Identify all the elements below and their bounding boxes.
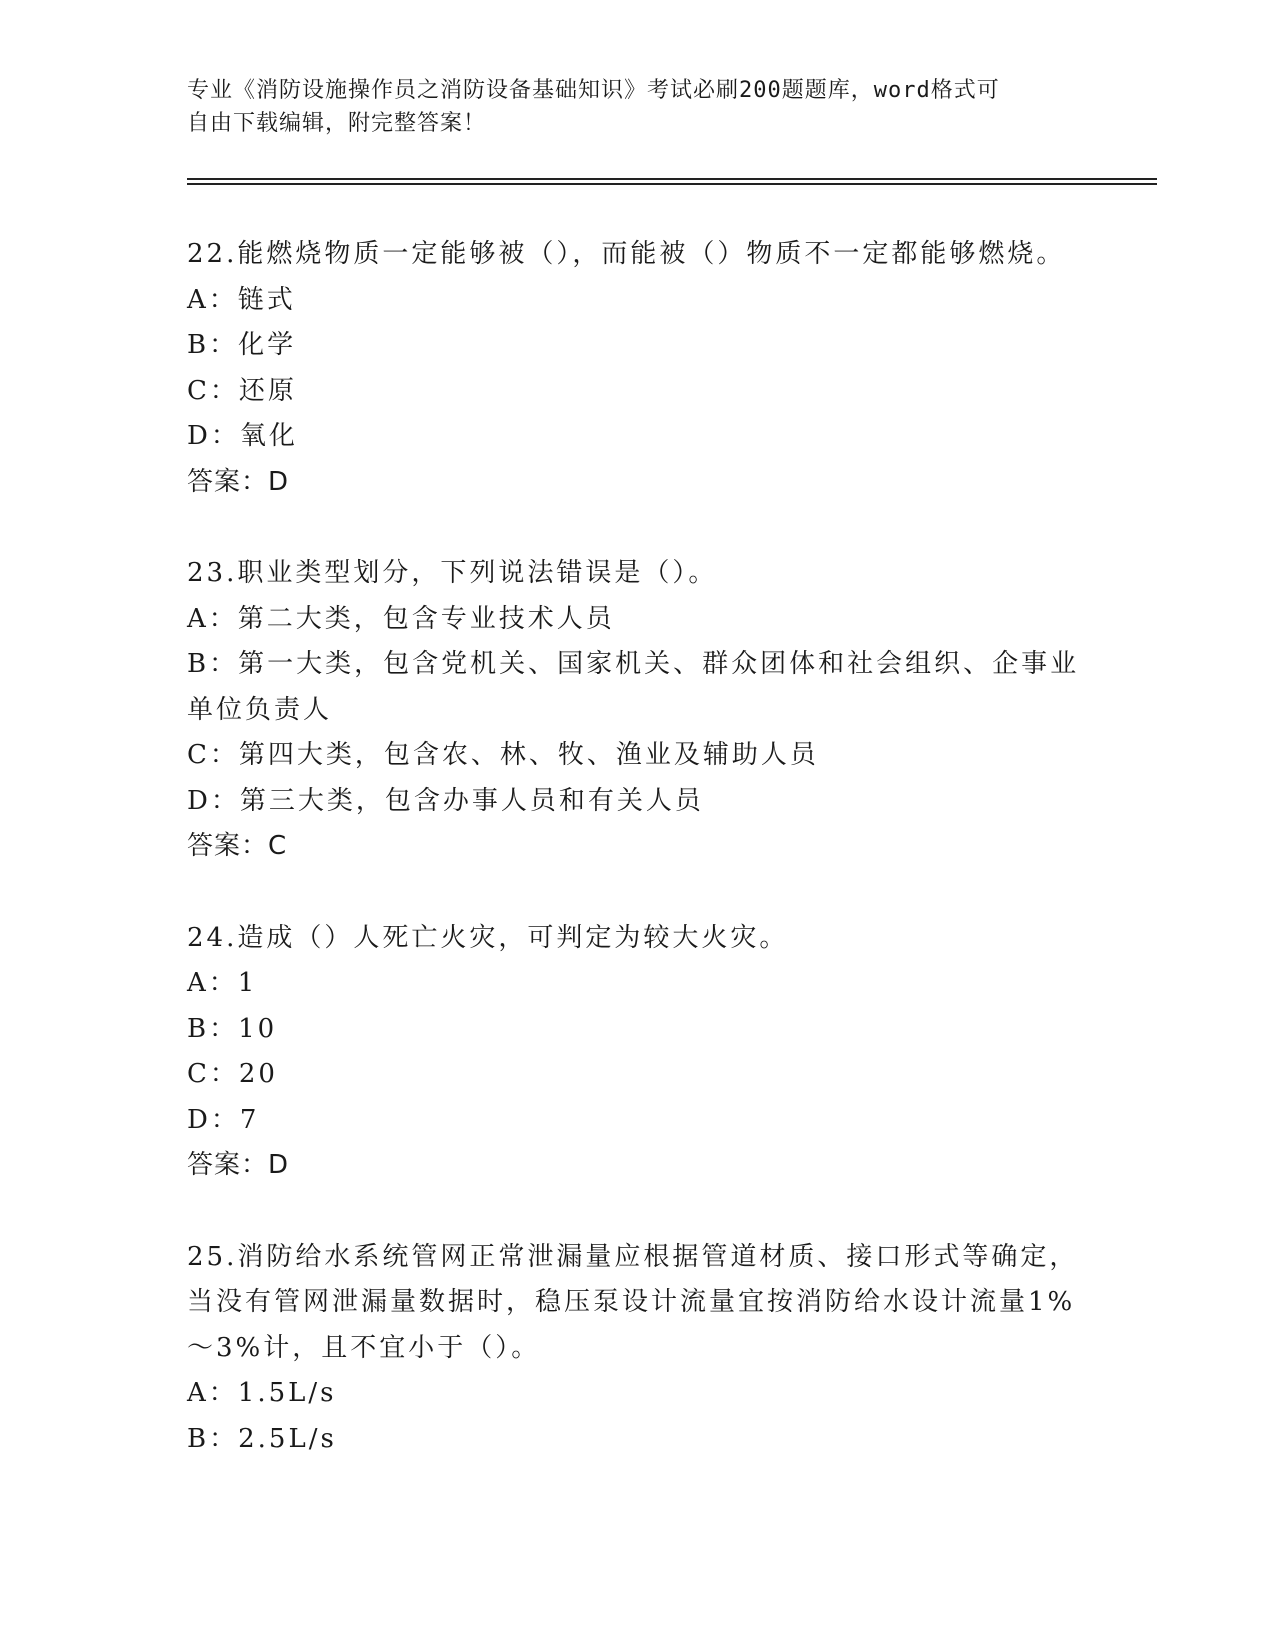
answer-option: B：第一大类，包含党机关、国家机关、群众团体和社会组织、企事业 bbox=[187, 649, 1080, 679]
question-stem: 当没有管网泄漏量数据时，稳压泵设计流量宜按消防给水设计流量1% bbox=[187, 1287, 1076, 1317]
question-block bbox=[187, 1235, 1087, 1463]
document-header bbox=[187, 74, 1067, 140]
question-stem: ～3%计，且不宜小于（）。 bbox=[187, 1332, 541, 1363]
answer-option: B：化学 bbox=[187, 330, 297, 360]
question-block bbox=[187, 916, 1087, 1189]
answer-key: 答案：C bbox=[187, 831, 288, 861]
answer-option: B：10 bbox=[187, 1013, 278, 1044]
question-stem: 25.消防给水系统管网正常泄漏量应根据管道材质、接口形式等确定， bbox=[187, 1241, 1079, 1272]
header-line-2: 自由下载编辑，附完整答案！ bbox=[187, 111, 487, 136]
header-divider-top bbox=[187, 178, 1157, 180]
question-stem: 23.职业类型划分，下列说法错误是（）。 bbox=[187, 558, 718, 588]
answer-option: C：第四大类，包含农、林、牧、渔业及辅助人员 bbox=[187, 740, 819, 770]
question-stem: 24.造成（）人死亡火灾，可判定为较大火灾。 bbox=[187, 922, 789, 953]
answer-key: 答案：D bbox=[187, 466, 290, 497]
answer-option: D：第三大类，包含办事人员和有关人员 bbox=[187, 785, 704, 816]
answer-option: A：1.5L/s bbox=[187, 1378, 337, 1408]
question-stem: 22.能燃烧物质一定能够被（），而能被（）物质不一定都能够燃烧。 bbox=[187, 239, 1066, 269]
header-line-1: 专业《消防设施操作员之消防设备基础知识》考试必刷200题题库，word格式可 bbox=[187, 78, 1000, 103]
answer-option: C：20 bbox=[187, 1059, 278, 1089]
answer-option: A：第二大类，包含专业技术人员 bbox=[187, 603, 615, 634]
question-list bbox=[187, 232, 1087, 1508]
answer-option: A：链式 bbox=[187, 284, 296, 315]
header-divider-bottom bbox=[187, 183, 1157, 185]
answer-option: D：氧化 bbox=[187, 421, 298, 451]
answer-key: 答案：D bbox=[187, 1150, 290, 1180]
question-block bbox=[187, 232, 1087, 505]
answer-option: 单位负责人 bbox=[187, 694, 333, 725]
answer-option: A：1 bbox=[187, 968, 258, 998]
answer-option: C：还原 bbox=[187, 375, 297, 406]
question-block bbox=[187, 551, 1087, 870]
answer-option: D：7 bbox=[187, 1104, 260, 1135]
answer-option: B：2.5L/s bbox=[187, 1423, 337, 1454]
